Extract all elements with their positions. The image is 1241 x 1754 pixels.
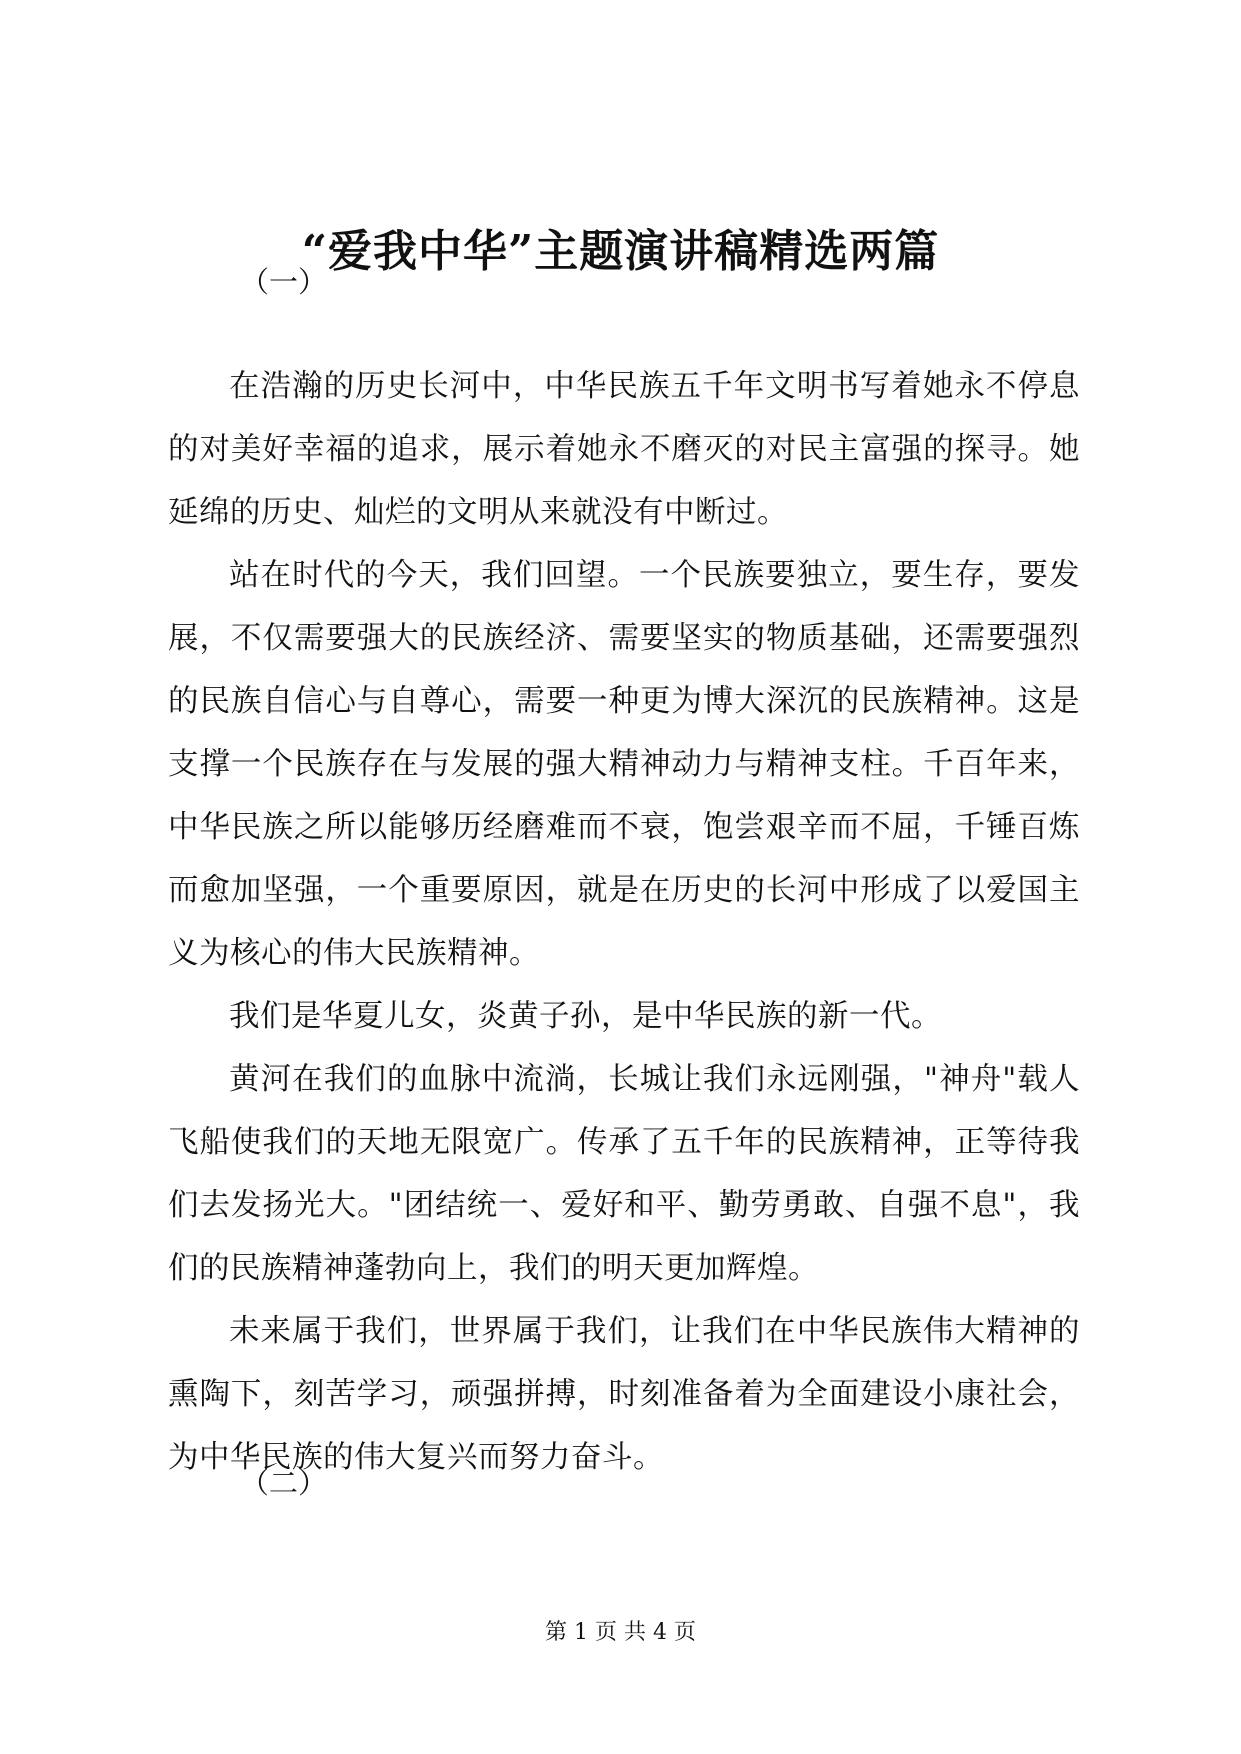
paragraph: 黄河在我们的血脉中流淌，长城让我们永远刚强，"神舟"载人飞船使我们的天地无限宽广。传承了五千年的民族精神，正等待我们去发扬光大。"团结统一、爱好和平、勤劳勇敢、自强不息"，我们的民族精神蓬勃向上，我们的明天更加辉煌。: [168, 1062, 1080, 1286]
document-body: [168, 355, 1080, 1489]
paragraph: 在浩瀚的历史长河中，中华民族五千年文明书写着她永不停息的对美好幸福的追求，展示着她永不磨灭的对民主富强的探寻。她延绵的历史、灿烂的文明从来就没有中断过。: [168, 369, 1080, 530]
paragraph: 未来属于我们，世界属于我们，让我们在中华民族伟大精神的熏陶下，刻苦学习，顽强拼搏，时刻准备着为全面建设小康社会，为中华民族的伟大复兴而努力奋斗。: [168, 1314, 1080, 1475]
page-indicator: 第 1 页 共 4 页: [545, 1620, 696, 1645]
section-one-label: （一）: [240, 265, 328, 299]
section-two-label: （二）: [240, 1466, 328, 1500]
paragraph: 站在时代的今天，我们回望。一个民族要独立，要生存，要发展，不仅需要强大的民族经济、需要坚实的物质基础，还需要强烈的民族自信心与自尊心，需要一种更为博大深沉的民族精神。这是支撑一个民族存在与发展的强大精神动力与精神支柱。千百年来，中华民族之所以能够历经磨难而不衰，饱尝艰辛而不屈，千锤百炼而愈加坚强，一个重要原因，就是在历史的长河中形成了以爱国主义为核心的伟大民族精神。: [168, 558, 1080, 971]
document-title: “爱我中华”主题演讲稿精选两篇: [301, 226, 940, 277]
paragraph: 我们是华夏儿女，炎黄子孙，是中华民族的新一代。: [229, 999, 942, 1034]
